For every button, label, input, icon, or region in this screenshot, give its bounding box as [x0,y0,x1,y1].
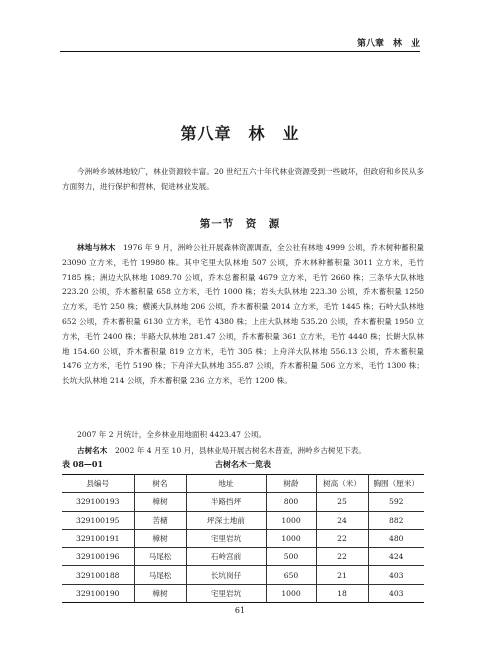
table-cell: 1000 [266,511,316,529]
paragraph-lead-forest: 林地与林木 [77,243,116,252]
table-cell: 882 [368,511,424,529]
table-row [62,548,424,566]
table-row [62,493,424,511]
table-cell: 马尾松 [134,566,186,584]
table-cell: 25 [316,493,368,511]
table-cell: 329100188 [62,566,134,584]
table-cell: 403 [368,566,424,584]
chapter-title: 第八章 林 业 [180,124,300,143]
table-cell: 22 [316,548,368,566]
column-header: 树名 [134,475,186,493]
paragraph-lead-ancient-trees: 古树名木 [77,446,108,455]
table-cell: 樟树 [134,493,186,511]
table-cell: 329100193 [62,493,134,511]
column-header: 地址 [186,475,266,493]
table-cell: 宅里岩坑 [186,529,266,547]
table-cell: 650 [266,566,316,584]
table-cell: 1000 [266,529,316,547]
table-cell: 329100190 [62,584,134,602]
forest-land-text: 1976 年 9 月，洲岭公社开展森林资源调查，全公社有林地 4999 公顷，乔木树种蓄积量 23090 立方米，毛竹 19980 株。其中宅里大队林地 507 公顷，乔木林种蓄积量 3011 立方米，毛竹 7185 株；洲边大队林地 1089.70 公顷，乔木总蓄积量 4679 立方米，毛竹 2660 株；三条华大队林地 223.20 公顷，乔木蓄积量 658 立方米，毛竹 1000 株；岩头大队林地 223.30 公顷，乔木蓄积量 1250 立方米，毛竹 250 株；横溪大队林地 206 公顷，乔木蓄积量 2014 立方米，毛竹 1445 株；石岭大队林地 652 公顷，乔木蓄积量 6130 立方米，毛竹 4380 株；上庄大队林地 535.20 公顷，乔木蓄积量 1950 立方米，毛竹 2400 株；半路大队林地 281.47 公顷，乔木蓄积量 361 立方米，毛竹 4440 株；长餠大队林地 154.60 公顷，乔木蓄积量 819 立方米，毛竹 305 株；上舟洋大队林地 556.13 公顷，乔木蓄积量 1476 立方米，毛竹 5190 株；下舟洋大队林地 355.87 公顷，乔木蓄积量 506 立方米，毛竹 1300 株；长坑大队林地 214 公顷，乔木蓄积量 236 立方米，毛竹 1200 株。 [62,243,424,386]
forest-land-paragraph [62,241,424,389]
table-cell: 马尾松 [134,548,186,566]
table-cell: 樟树 [134,584,186,602]
table-cell: 800 [266,493,316,511]
ancient-trees-paragraph [62,444,424,459]
section-title: 第一节 资 源 [199,218,281,230]
table-caption [62,459,424,473]
table-cell: 樟树 [134,529,186,547]
table-row [62,566,424,584]
table-cell: 24 [316,511,368,529]
table-cell: 424 [368,548,424,566]
table-row [62,529,424,547]
table-number: 表 08—01 [62,459,104,469]
statistics-paragraph: 2007 年 2 月统计，全乡林业用地面积 4423.47 公顷。 [77,430,267,439]
running-header [60,36,420,48]
table-cell: 500 [266,548,316,566]
header-rule [60,51,420,52]
intro-paragraph: 今洲岭乡域林地较广，林业资源较丰富。20 世纪五六十年代林业资源受到一些破坏，但政府和乡民从多方面努力，进行保护和营林，促进林业发展。 [62,167,424,191]
table-cell: 1000 [266,584,316,602]
ancient-trees-table [62,474,424,603]
table-cell: 329100195 [62,511,134,529]
table-cell: 长坑岗仔 [186,566,266,584]
table-cell: 宅里岩坑 [186,584,266,602]
table-cell: 329100196 [62,548,134,566]
table-cell: 329100191 [62,529,134,547]
page-number: 61 [234,606,246,615]
table-cell: 403 [368,584,424,602]
table-row [62,511,424,529]
table-row [62,584,424,602]
table-cell: 592 [368,493,424,511]
table-cell: 石岭宫前 [186,548,266,566]
table-cell: 半路挡坪 [186,493,266,511]
ancient-trees-text: 2002 年 4 月至 10 月，县林业局开展古树名木普查，洲岭乡古树见下表。 [107,446,366,455]
table-cell: 坪深土地前 [186,511,266,529]
table-cell: 苦槠 [134,511,186,529]
table-cell: 480 [368,529,424,547]
column-header: 胸围（厘米） [368,475,424,493]
table-cell: 22 [316,529,368,547]
table-cell: 21 [316,566,368,584]
column-header: 树龄 [266,475,316,493]
column-header: 树高（米） [316,475,368,493]
running-header-title: 第八章 林 业 [356,39,420,49]
column-header: 县编号 [86,479,110,489]
table-title: 古树名木一览表 [215,459,271,469]
table-header-row [62,475,424,493]
table-cell: 18 [316,584,368,602]
